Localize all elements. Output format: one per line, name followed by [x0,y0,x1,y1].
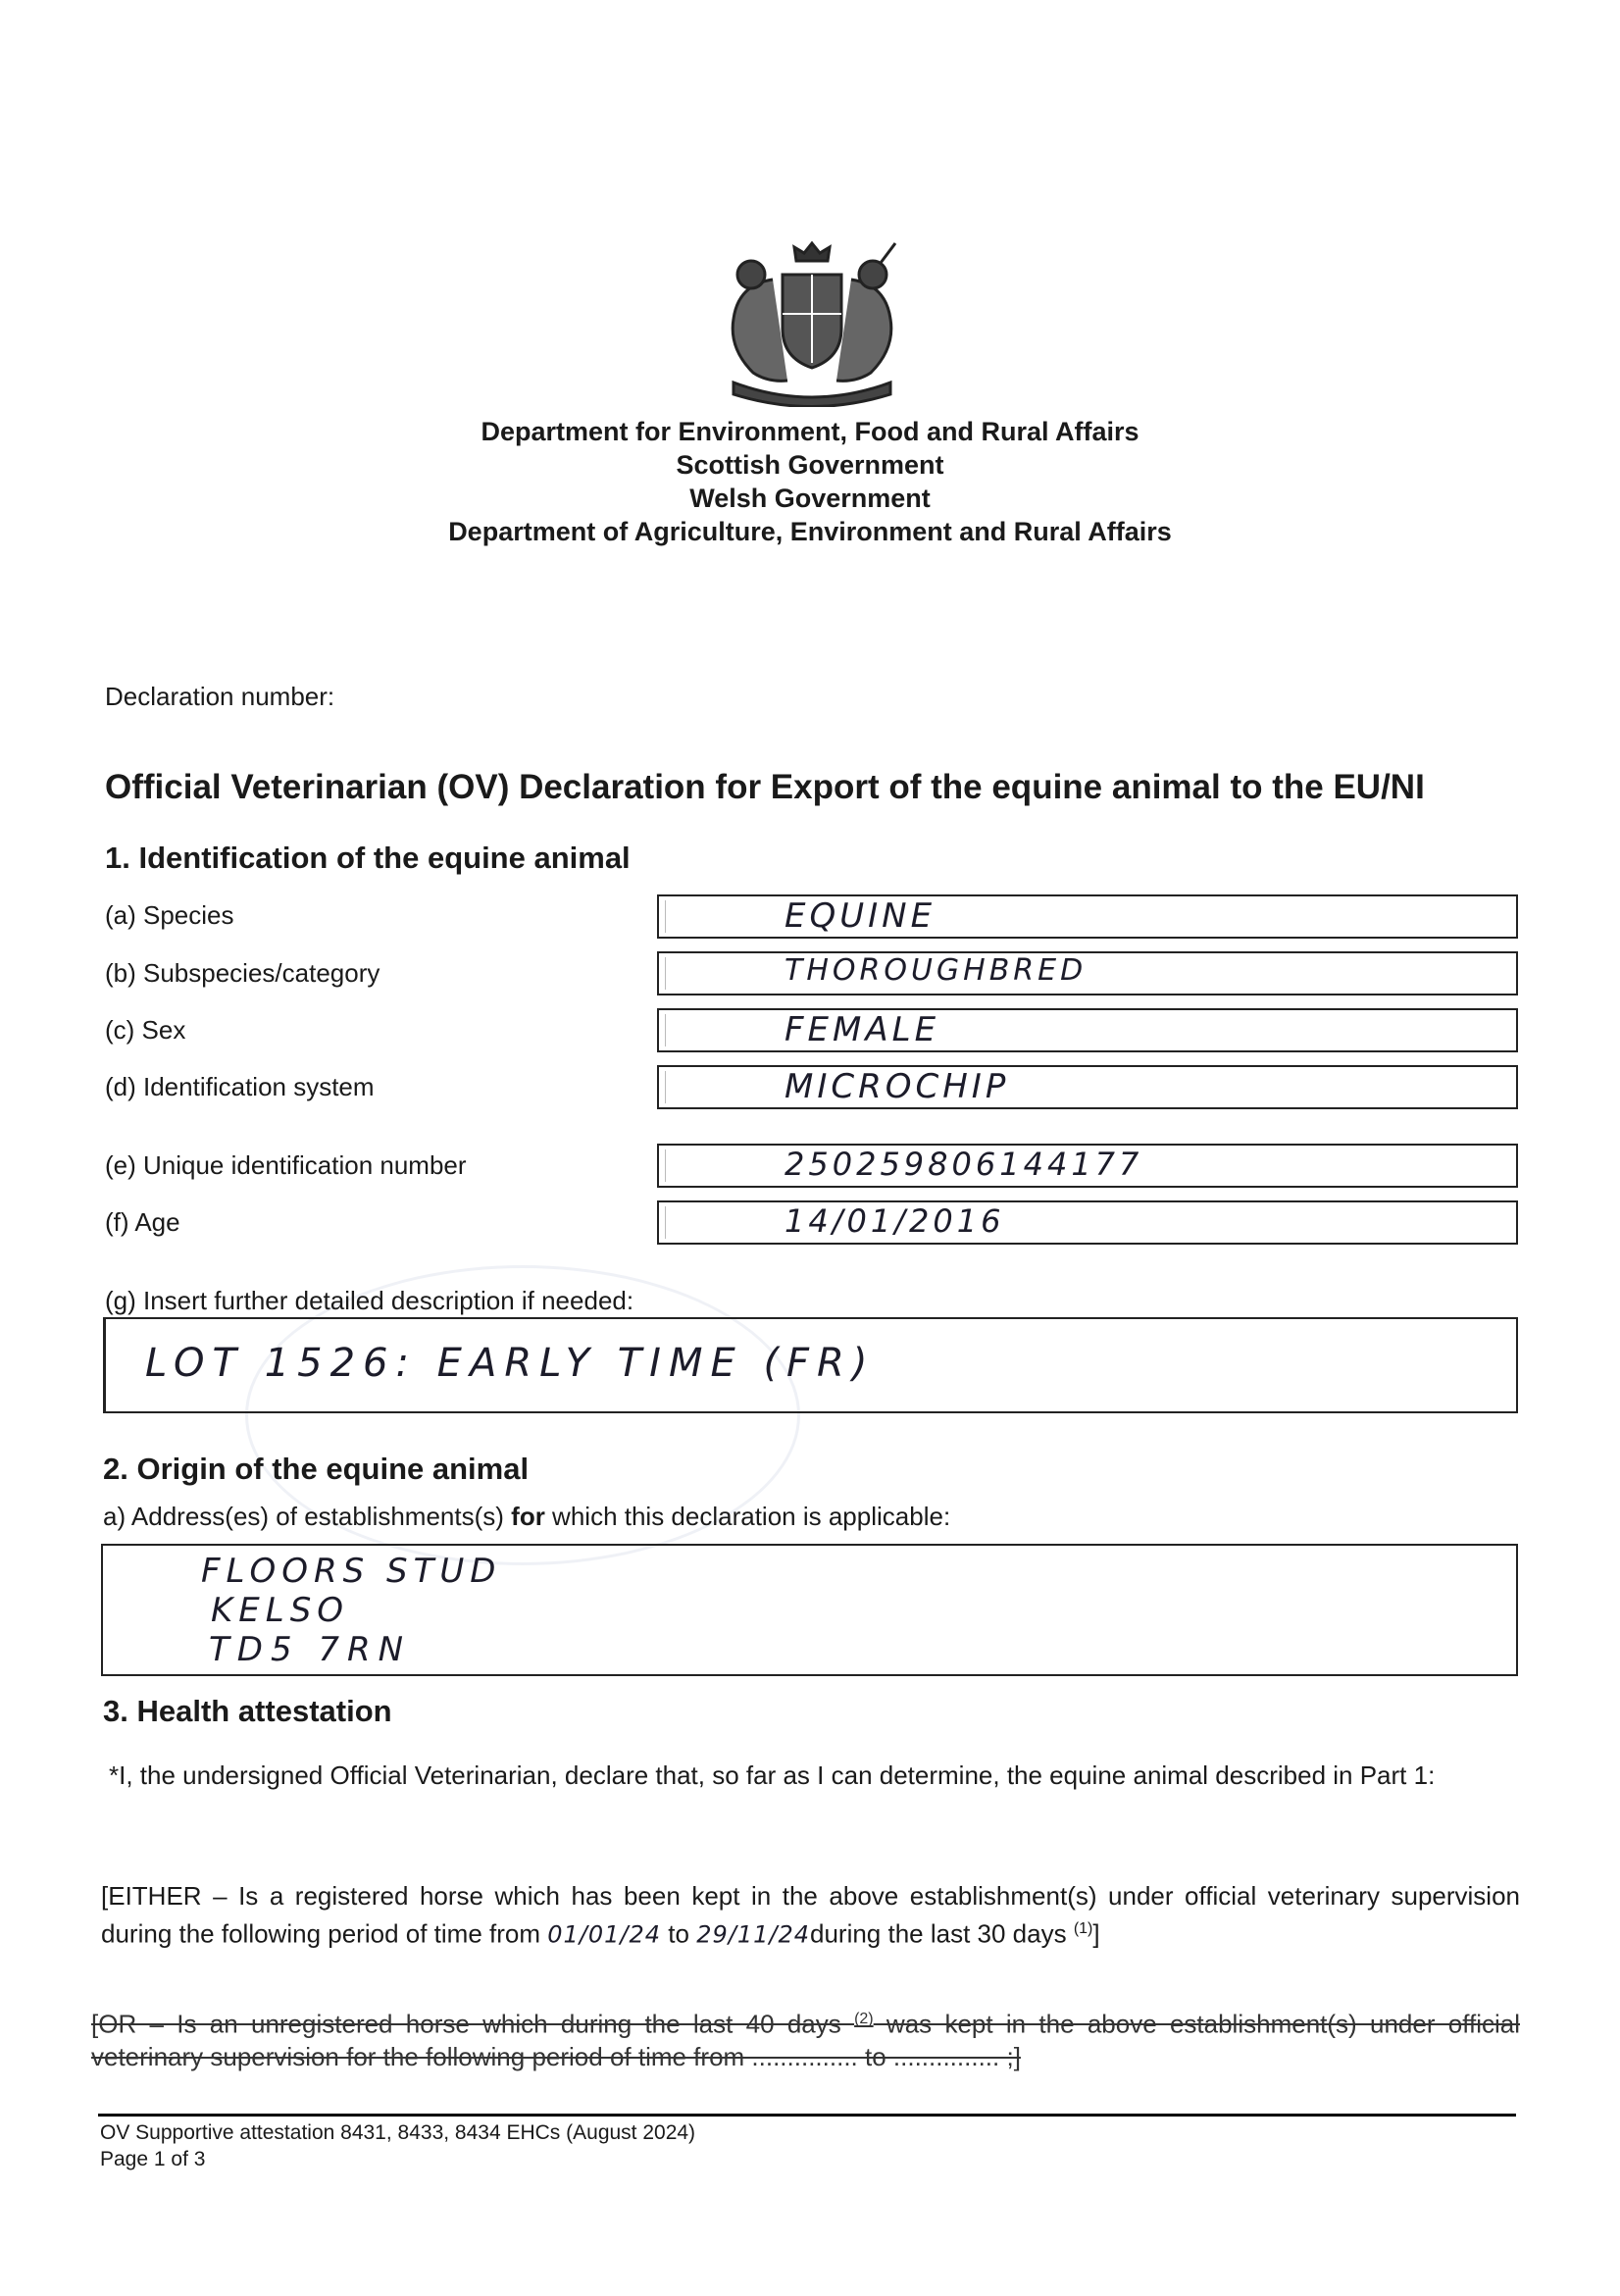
sex-field [657,1008,1518,1052]
department-daera: Department of Agriculture, Environment and Rural Affairs [448,517,1172,546]
declaration-number-label: Declaration number: [105,682,335,711]
further-description-label: (g) Insert further detailed description if needed: [105,1286,634,1315]
royal-coat-of-arms-icon [714,235,910,407]
section-2-heading: 2. Origin of the equine animal [103,1452,530,1486]
field-label-age: (f) Age [105,1207,180,1237]
department-scottish-government: Scottish Government [676,450,944,480]
either-to-date: 29/11/24 [696,1920,810,1949]
species-value: EQUINE [785,896,937,936]
section-3-heading: 3. Health attestation [103,1694,392,1728]
further-description-field [103,1317,1518,1413]
address-line-2: KELSO [211,1591,350,1630]
identification-system-value: MICROCHIP [785,1067,1010,1106]
field-label-species: (a) Species [105,900,234,930]
field-label-subspecies: (b) Subspecies/category [105,958,380,988]
address-field [101,1544,1518,1676]
unique-id-value: 250259806144177 [785,1146,1143,1183]
identification-system-field [657,1065,1518,1109]
age-value: 14/01/2016 [785,1202,1005,1240]
document-title: Official Veterinarian (OV) Declaration for Export of the equine animal to the EU/NI [105,768,1425,806]
address-line-3: TD5 7RN [209,1630,412,1669]
or-clause-struck-out: [OR – Is an unregistered horse which during the last 40 days $^{(2)}$ was kept in the above establishment(s) under official veterinary supervision for the following period of time from ............... to ............... ;] [91,2009,1520,2071]
department-welsh-government: Welsh Government [689,484,931,513]
further-description-value: LOT 1526: EARLY TIME (FR) [145,1341,876,1386]
footer-attestation-ref: OV Supportive attestation 8431, 8433, 8434 EHCs (August 2024) [100,2121,696,2144]
address-line-1: FLOORS STUD [201,1552,502,1591]
field-label-identification-system: (d) Identification system [105,1072,375,1101]
age-field [657,1200,1518,1245]
section-1-heading: 1. Identification of the equine animal [105,841,631,875]
subspecies-field [657,951,1518,995]
address-label: a) Address(es) of establishments(s) for which this declaration is applicable: [103,1502,951,1531]
either-clause: [EITHER – Is a registered horse which has been kept in the above establishment(s) under official veterinary supervision during the following period of time from 01/01/24 to 29/11/24during the last 30 days $^{(1)}$] [101,1881,1520,1949]
health-attestation-intro: *I, the undersigned Official Veterinarian, declare that, so far as I can determine, the equine animal described in Part 1: [109,1760,1436,1790]
species-field [657,894,1518,939]
subspecies-value: THOROUGHBRED [785,953,1088,988]
unique-id-field [657,1144,1518,1188]
field-label-sex: (c) Sex [105,1015,186,1045]
footer-page-number: Page 1 of 3 [100,2148,206,2170]
field-label-unique-id: (e) Unique identification number [105,1150,467,1180]
sex-value: FEMALE [785,1010,940,1049]
either-from-date: 01/01/24 [547,1920,662,1949]
footer-divider [98,2114,1516,2117]
department-defra: Department for Environment, Food and Rural Affairs [481,417,1139,446]
